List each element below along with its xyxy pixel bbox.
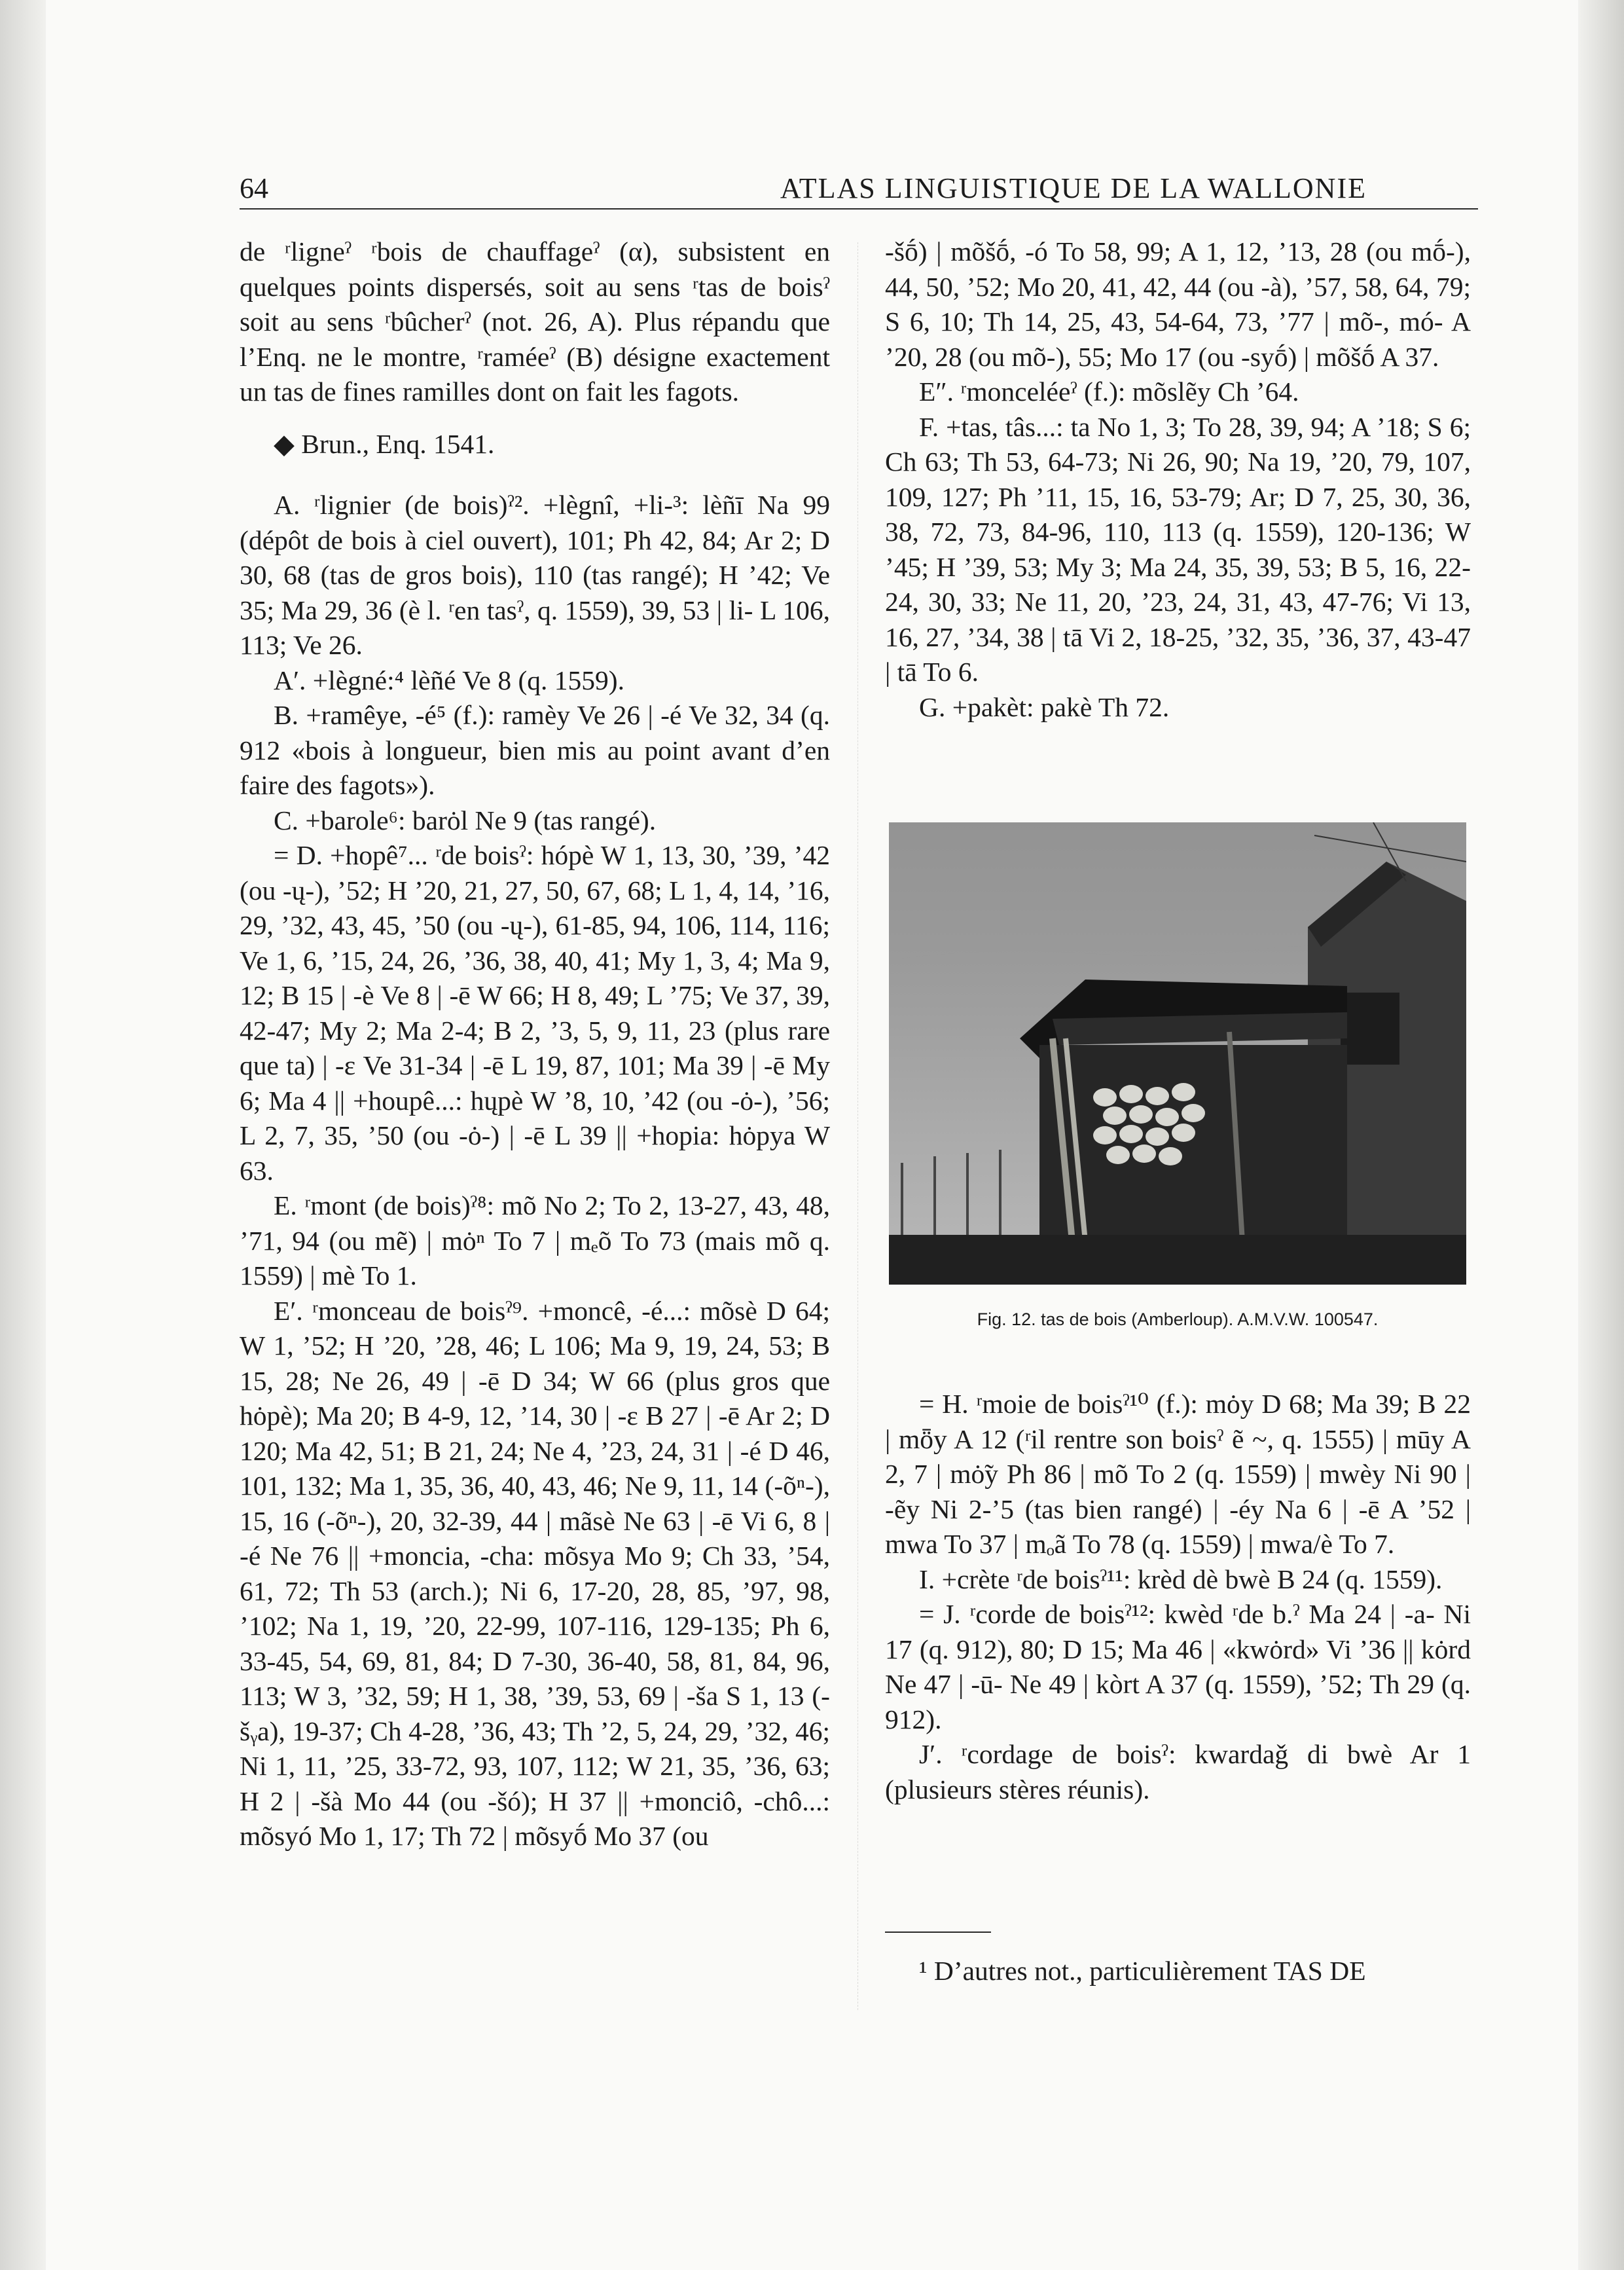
- entry-i: I. +crète ʳde boisˀ¹¹: krèd dè bwè B 24 (q. 1559).: [919, 1564, 1443, 1594]
- right-column-top: [885, 234, 1471, 725]
- entry-a-prime: A′. +lègné:⁴ lèñé Ve 8 (q. 1559).: [274, 665, 624, 695]
- entry-b: B. +ramêye, -é⁵ (f.): ramèy Ve 26 | -é Ve 32, 34 (q. 912 «bois à longueur, bien mis au point avant d’en faire des fagots»).: [240, 700, 830, 800]
- entry-c: C. +barole⁶: barȯl Ne 9 (tas rangé).: [274, 805, 657, 835]
- entry-e-prime: E′. ʳmonceau de boisˀ⁹. +moncê, -é...: mõsè D 64; W 1, ’52; H ’20, ’28, 46; L 106; Ma 9, 19, 24, 53; B 15, 28; Ne 26, 49 | -ē D 34; W 66 (plus gros que hȯpè); Ma 20; B 4-9, 12, ’14, 30 | -ε B 27 | -ē Ar 2; D 120; Ma 42, 51; B 21, 24; Ne 4, ’23, 24, 31 | -é D 46, 101, 132; Ma 1, 35, 36, 40, 43, 46; Ne 9, 11, 14 (-õⁿ-), 15, 16 (-õⁿ-), 20, 32-39, 44 | mãsè Ne 63 | -ē Vi 6, 8 | -é Ne 76 || +moncia, -cha: mõsya Mo 9; Ch 33, ’54, 61, 72; Th 53 (arch.); Ni 6, 17-20, 28, 85, ’97, 98, ’102; Na 1, 19, ’20, 22-99, 107-116, 129-135; Ph 6, 33-45, 54, 69, 81, 84; D 7-30, 36-40, 58, 81, 84, 96, 113; W 3, ’32, 59; H 1, 38, ’39, 53, 69 | -ša S 1, 13 (-šᵧa), 19-37; Ch 4-28, ’36, 43; Th ’2, 5, 24, 29, ’32, 46; Ni 1, 11, ’25, 33-72, 93, 107, 112; W 21, 35, ’36, 63; H 2 | -šà Mo 44 (ou -šó); H 37 || +monciô, -chô...: mõsyó Mo 1, 17; Th 72 | mõsyṓ Mo 37 (ou: [240, 1295, 830, 1851]
- entry-e-prime-continued: -šṓ) | mõšṓ, -ó To 58, 99; A 1, 12, ’13, 28 (ou mṓ-), 44, 50, ’52; Mo 20, 41, 42, 44 (ou -à), ’57, 58, 64, 79; S 6, 10; Th 14, 25, 43, 54-64, 73, ’77 | mõ-, mó- A ’20, 28 (ou mõ-), 55; Mo 17 (ou -syṓ) | mõšṓ A 37.: [885, 236, 1471, 372]
- left-column: [240, 234, 830, 1854]
- running-title: ATLAS LINGUISTIQUE DE LA WALLONIE: [780, 172, 1367, 204]
- right-column-bottom: [885, 1387, 1471, 1807]
- figure-photo-woodpile: [889, 822, 1466, 1285]
- entry-d: = D. +hopê⁷... ʳde boisˀ: hópè W 1, 13, 30, ’39, ’42 (ou -ų-), ’52; H ’20, 21, 27, 50, 67, 68; L 1, 4, 14, ’16, 29, ’32, 43, 45, ’50 (ou -ų-), 61-85, 94, 106, 114, 116; Ve 1, 6, ’15, 24, 26, ’36, 38, 40, 41; My 1, 3, 4; Ma 9, 12; B 15 | -è Ve 8 | -ē W 66; H 8, 49; L ’75; Ve 37, 39, 42-47; My 2; Ma 2-4; B 2, ’3, 5, 9, 11, 23 (plus rare que ta) | -ε Ve 31-34 | -ē L 19, 87, 101; Ma 39 | -ē My 6; Ma 4 || +houpê...: hųpè W ’8, 10, ’42 (ou -ȯ-), ’56; L 2, 7, 35, ’50 (ou -ȯ-) | -ē L 39 || +hopia: hȯpya W 63.: [240, 840, 830, 1186]
- footnote-rule: [885, 1931, 991, 1933]
- page-number: 64: [240, 172, 268, 204]
- scan-edge-right: [1578, 0, 1624, 2270]
- entry-h: = H. ʳmoie de boisˀ¹⁰ (f.): mȯy D 68; Ma 39; B 22 | mȫy A 12 (ʳil rentre son boisˀ ẽ ~, q. 1555) | mūy A 2, 7 | mȯ̃y Ph 86 | mõ To 2 (q. 1559) | mwèy Ni 90 | -ẽy Ni 2-’5 (tas bien rangé) | -éy Na 6 | -ē A ’52 | mwa To 37 | mₒã To 78 (q. 1559) | mwa/è To 7.: [885, 1389, 1471, 1559]
- entry-g: G. +pakèt: pakè Th 72.: [919, 691, 1170, 722]
- entry-a: A. ʳlignier (de bois)ˀ². +lègnî, +li-³: lèñī Na 99 (dépôt de bois à ciel ouvert), 101; Ph 42, 84; Ar 2; D 30, 68 (tas de gros bois), 110 (tas rangé); H ’42; Ve 35; Ma 29, 36 (è l. ʳen tasˀ, q. 1559), 39, 53 | li- L 106, 113; Ve 26.: [240, 490, 830, 660]
- reference-line: ◆ Brun., Enq. 1541.: [274, 428, 495, 459]
- column-divider: [857, 242, 858, 2010]
- figure-caption: Fig. 12. tas de bois (Amberloup). A.M.V.W. 100547.: [977, 1309, 1379, 1329]
- entry-j: = J. ʳcorde de boisˀ¹²: kwèd ʳde b.ˀ Ma 24 | -a- Ni 17 (q. 912), 80; D 15; Ma 46 | «kwȯrd» Vi ’36 || kȯrd Ne 47 | -ū- Ne 49 | kòrt A 37 (q. 1559), ’52; Th 29 (q. 912).: [885, 1599, 1471, 1734]
- photo-illustration: [889, 822, 1466, 1285]
- running-header: [240, 172, 1478, 210]
- entry-e-double-prime: E″. ʳmonceléeˀ (f.): mõslẽy Ch ’64.: [919, 376, 1299, 407]
- entry-f: F. +tas, tâs...: ta No 1, 3; To 28, 39, 94; A ’18; S 6; Ch 63; Th 53, 64-73; Ni 26, 90; Na 19, ’20, 79, 107, 109, 127; Ph ’11, 15, 16, 53-79; Ar; D 7, 25, 30, 36, 38, 72, 73, 84-96, 110, 113 (q. 1559), 120-136; W ’45; H ’39, 53; My 3; Ma 24, 35, 39, 53; B 5, 16, 22-24, 30, 33; Ne 11, 20, ’23, 24, 31, 43, 47-76; Vi 13, 16, 27, ’34, 38 | tā Vi 2, 18-25, ’32, 35, ’36, 37, 43-47 | tā To 6.: [885, 411, 1471, 687]
- entry-j-prime: J′. ʳcordage de boisˀ: kwardaǧ di bwè Ar 1 (plusieurs stères réunis).: [885, 1739, 1471, 1804]
- scan-edge-left: [0, 0, 46, 2270]
- intro-paragraph: de ʳligneˀ ʳbois de chauffageˀ (α), subsistent en quelques points dispersés, soit au sens ʳtas de boisˀ soit au sens ʳbûcherˀ (not. 26, A). Plus répandu que l’Enq. ne le montre, ʳraméeˀ (B) désigne exactement un tas de fines ramilles dont on fait les fagots.: [240, 236, 830, 407]
- footnote-1: ¹ D’autres not., particulièrement TAS DE: [919, 1956, 1366, 1986]
- entry-e: E. ʳmont (de bois)ˀ⁸: mõ No 2; To 2, 13-27, 43, 48, ’71, 94 (ou mẽ) | mȯⁿ To 7 | mₑõ To 73 (mais mõ q. 1559) | mè To 1.: [240, 1190, 830, 1291]
